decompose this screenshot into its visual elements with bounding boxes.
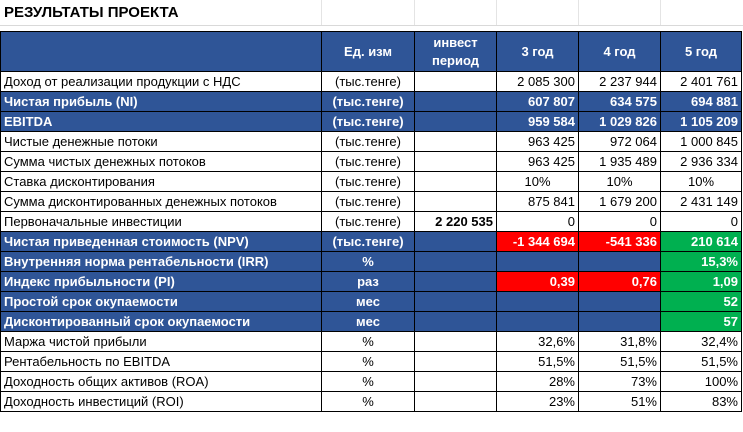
table-row	[1, 392, 742, 412]
row-label-cell[interactable]: Маржа чистой прибыли	[1, 332, 322, 352]
grid-line	[414, 0, 415, 25]
row-year4-cell[interactable]	[579, 292, 661, 312]
row-unit-cell[interactable]: %	[322, 352, 415, 372]
row-label-cell[interactable]: Доход от реализации продукции с НДС	[1, 72, 322, 92]
row-year5-cell[interactable]: 83%	[661, 392, 742, 412]
row-year3-cell[interactable]: 10%	[497, 172, 579, 192]
row-year4-cell[interactable]: 634 575	[579, 92, 661, 112]
row-year4-cell[interactable]: 0,76	[579, 272, 661, 292]
row-year3-cell[interactable]: 2 085 300	[497, 72, 579, 92]
table-row	[1, 112, 742, 132]
row-year5-cell[interactable]: 52	[661, 292, 742, 312]
row-year4-cell[interactable]	[579, 252, 661, 272]
row-year4-cell[interactable]	[579, 312, 661, 332]
row-invest-cell[interactable]	[415, 332, 497, 352]
header-unit-cell[interactable]: Ед. изм	[322, 32, 415, 72]
row-year3-cell[interactable]: 0,39	[497, 272, 579, 292]
table-row	[1, 232, 742, 252]
row-unit-cell[interactable]: (тыс.тенге)	[322, 112, 415, 132]
table-row	[1, 272, 742, 292]
table-row	[1, 292, 742, 312]
row-year4-cell[interactable]: 31,8%	[579, 332, 661, 352]
row-unit-cell[interactable]: (тыс.тенге)	[322, 212, 415, 232]
header-year5-cell[interactable]: 5 год	[661, 32, 742, 72]
grid-line	[321, 0, 322, 25]
row-year4-cell[interactable]: 972 064	[579, 132, 661, 152]
row-year4-cell[interactable]: 73%	[579, 372, 661, 392]
row-year5-cell[interactable]: 100%	[661, 372, 742, 392]
row-label-cell[interactable]: Чистая приведенная стоимость (NPV)	[1, 232, 322, 252]
row-invest-cell[interactable]	[415, 272, 497, 292]
row-year4-cell[interactable]: 1 679 200	[579, 192, 661, 212]
results-table	[0, 31, 742, 412]
row-label-cell[interactable]: Индекс прибыльности (PI)	[1, 272, 322, 292]
row-year5-cell[interactable]: 1,09	[661, 272, 742, 292]
row-year5-cell[interactable]: 10%	[661, 172, 742, 192]
row-year3-cell[interactable]: 28%	[497, 372, 579, 392]
header-label-cell[interactable]	[1, 32, 322, 72]
row-year5-cell[interactable]: 2 936 334	[661, 152, 742, 172]
row-year3-cell[interactable]: 959 584	[497, 112, 579, 132]
row-year4-cell[interactable]: 51%	[579, 392, 661, 412]
table-row	[1, 192, 742, 212]
row-year5-cell[interactable]: 0	[661, 212, 742, 232]
row-year3-cell[interactable]	[497, 292, 579, 312]
row-unit-cell[interactable]: %	[322, 332, 415, 352]
row-year3-cell[interactable]: 875 841	[497, 192, 579, 212]
row-year5-cell[interactable]: 2 401 761	[661, 72, 742, 92]
row-year5-cell[interactable]: 15,3%	[661, 252, 742, 272]
row-year3-cell[interactable]	[497, 252, 579, 272]
row-year5-cell[interactable]: 1 105 209	[661, 112, 742, 132]
row-invest-cell[interactable]	[415, 352, 497, 372]
row-invest-cell[interactable]	[415, 312, 497, 332]
row-year3-cell[interactable]: 23%	[497, 392, 579, 412]
table-row	[1, 152, 742, 172]
row-year4-cell[interactable]: 51,5%	[579, 352, 661, 372]
row-label-cell[interactable]: Чистая прибыль (NI)	[1, 92, 322, 112]
row-year3-cell[interactable]: -1 344 694	[497, 232, 579, 252]
row-label-cell[interactable]: Сумма дисконтированных денежных потоков	[1, 192, 322, 212]
row-year3-cell[interactable]: 51,5%	[497, 352, 579, 372]
row-unit-cell[interactable]: (тыс.тенге)	[322, 232, 415, 252]
row-year5-cell[interactable]: 210 614	[661, 232, 742, 252]
row-invest-cell[interactable]	[415, 192, 497, 212]
row-invest-cell[interactable]	[415, 72, 497, 92]
row-invest-cell[interactable]	[415, 372, 497, 392]
row-label-cell[interactable]: Сумма чистых денежных потоков	[1, 152, 322, 172]
row-label-cell[interactable]: Простой срок окупаемости	[1, 292, 322, 312]
row-invest-cell[interactable]	[415, 292, 497, 312]
header-year3-cell[interactable]: 3 год	[497, 32, 579, 72]
row-year5-cell[interactable]: 694 881	[661, 92, 742, 112]
table-row	[1, 312, 742, 332]
table-row	[1, 172, 742, 192]
row-year3-cell[interactable]: 607 807	[497, 92, 579, 112]
row-unit-cell[interactable]: %	[322, 392, 415, 412]
row-invest-cell[interactable]	[415, 392, 497, 412]
row-year4-cell[interactable]: 2 237 944	[579, 72, 661, 92]
row-label-cell[interactable]: Первоначальные инвестиции	[1, 212, 322, 232]
row-unit-cell[interactable]: (тыс.тенге)	[322, 152, 415, 172]
sheet-title[interactable]: РЕЗУЛЬТАТЫ ПРОЕКТА	[4, 4, 179, 21]
row-year5-cell[interactable]: 1 000 845	[661, 132, 742, 152]
row-year5-cell[interactable]: 2 431 149	[661, 192, 742, 212]
table-row	[1, 212, 742, 232]
header-row	[1, 32, 742, 72]
row-invest-cell[interactable]	[415, 152, 497, 172]
table-row	[1, 72, 742, 92]
row-unit-cell[interactable]: раз	[322, 272, 415, 292]
row-unit-cell[interactable]: мес	[322, 292, 415, 312]
row-unit-cell[interactable]: (тыс.тенге)	[322, 72, 415, 92]
row-label-cell[interactable]: Ставка дисконтирования	[1, 172, 322, 192]
row-invest-cell[interactable]	[415, 232, 497, 252]
row-year3-cell[interactable]: 0	[497, 212, 579, 232]
row-year4-cell[interactable]: -541 336	[579, 232, 661, 252]
row-year5-cell[interactable]: 32,4%	[661, 332, 742, 352]
row-invest-cell[interactable]	[415, 112, 497, 132]
grid-line	[496, 0, 497, 25]
row-label-cell[interactable]: Чистые денежные потоки	[1, 132, 322, 152]
row-year5-cell[interactable]: 57	[661, 312, 742, 332]
row-unit-cell[interactable]: (тыс.тенге)	[322, 132, 415, 152]
row-label-cell[interactable]: Дисконтированный срок окупаемости	[1, 312, 322, 332]
row-year3-cell[interactable]	[497, 312, 579, 332]
header-invest-cell[interactable]: инвест период	[415, 32, 497, 72]
row-unit-cell[interactable]: %	[322, 372, 415, 392]
title-row	[0, 0, 743, 26]
row-year4-cell[interactable]: 10%	[579, 172, 661, 192]
row-unit-cell[interactable]: (тыс.тенге)	[322, 172, 415, 192]
row-year3-cell[interactable]: 963 425	[497, 152, 579, 172]
row-invest-cell[interactable]: 2 220 535	[415, 212, 497, 232]
row-invest-cell[interactable]	[415, 92, 497, 112]
row-unit-cell[interactable]: %	[322, 252, 415, 272]
row-year4-cell[interactable]: 1 029 826	[579, 112, 661, 132]
grid-line	[578, 0, 579, 25]
table-row	[1, 252, 742, 272]
row-invest-cell[interactable]	[415, 252, 497, 272]
row-label-cell[interactable]: EBITDA	[1, 112, 322, 132]
row-year3-cell[interactable]: 963 425	[497, 132, 579, 152]
table-row	[1, 352, 742, 372]
row-invest-cell[interactable]	[415, 132, 497, 152]
row-unit-cell[interactable]: (тыс.тенге)	[322, 92, 415, 112]
table-row	[1, 372, 742, 392]
table-row	[1, 92, 742, 112]
row-year4-cell[interactable]: 0	[579, 212, 661, 232]
row-invest-cell[interactable]	[415, 172, 497, 192]
row-label-cell[interactable]: Доходность общих активов (ROA)	[1, 372, 322, 392]
row-unit-cell[interactable]: мес	[322, 312, 415, 332]
header-year4-cell[interactable]: 4 год	[579, 32, 661, 72]
table-row	[1, 132, 742, 152]
row-year5-cell[interactable]: 51,5%	[661, 352, 742, 372]
row-label-cell[interactable]: Доходность инвестиций (ROI)	[1, 392, 322, 412]
row-unit-cell[interactable]: (тыс.тенге)	[322, 192, 415, 212]
row-year3-cell[interactable]: 32,6%	[497, 332, 579, 352]
row-year4-cell[interactable]: 1 935 489	[579, 152, 661, 172]
grid-line	[660, 0, 661, 25]
row-label-cell[interactable]: Рентабельность по EBITDA	[1, 352, 322, 372]
table-row	[1, 332, 742, 352]
row-label-cell[interactable]: Внутренняя норма рентабельности (IRR)	[1, 252, 322, 272]
